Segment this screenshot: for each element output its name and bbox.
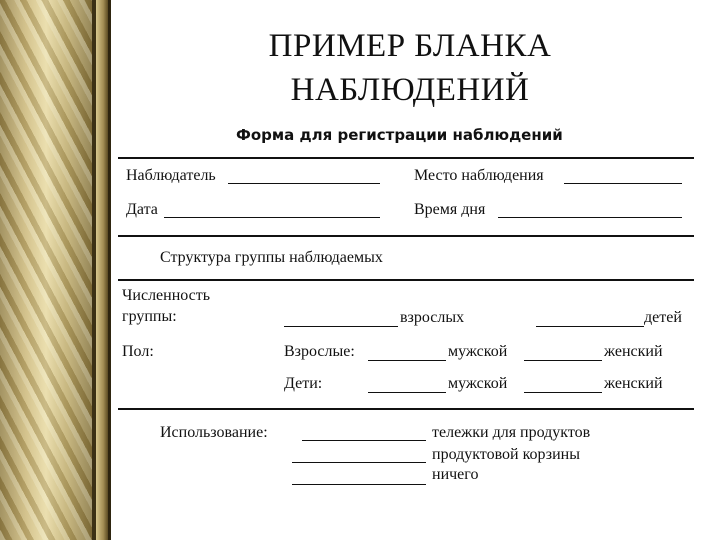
usage-basket-field[interactable] [292,462,426,463]
page-title-line2: НАБЛЮДЕНИЙ [290,72,530,108]
children-label: детей [644,309,682,326]
children-female-field[interactable] [524,392,602,393]
group-structure-box [118,279,694,410]
date-field[interactable] [164,217,380,218]
observer-field[interactable] [228,183,380,184]
children-row-label: Дети: [284,375,323,392]
children-male-label: мужской [448,375,508,392]
form-title: Форма для регистрации наблюдений [236,126,563,144]
page-title [180,24,640,112]
adults-count-field[interactable] [284,326,398,327]
place-field[interactable] [564,183,682,184]
place-label: Место наблюдения [414,167,544,184]
sidebar-divider [108,0,111,540]
time-label: Время дня [414,201,486,218]
time-field[interactable] [498,217,682,218]
children-female-label: женский [604,375,663,392]
adults-label: взрослых [400,309,465,326]
usage-option-cart: тележки для продуктов [432,424,591,441]
adults-male-field[interactable] [368,360,446,361]
group-size-label-line2: группы: [122,308,177,325]
adults-male-label: мужской [448,343,508,360]
usage-option-nothing: ничего [432,466,479,483]
adults-female-field[interactable] [524,360,602,361]
usage-label: Использование: [160,424,268,441]
decorative-gold-sidebar [0,0,92,540]
date-label: Дата [126,201,158,218]
usage-nothing-field[interactable] [292,484,426,485]
children-male-field[interactable] [368,392,446,393]
children-count-field[interactable] [536,326,644,327]
usage-cart-field[interactable] [302,440,426,441]
observer-info-box [118,157,694,237]
adults-female-label: женский [604,343,663,360]
group-size-label-line1: Численность [122,287,211,304]
sex-label: Пол: [122,343,154,360]
usage-option-basket: продуктовой корзины [432,446,580,463]
observer-label: Наблюдатель [126,167,216,184]
sidebar-divider [96,0,108,540]
group-structure-label: Структура группы наблюдаемых [160,249,383,266]
page-title-line1: ПРИМЕР БЛАНКА [268,28,552,64]
adults-row-label: Взрослые: [284,343,355,360]
